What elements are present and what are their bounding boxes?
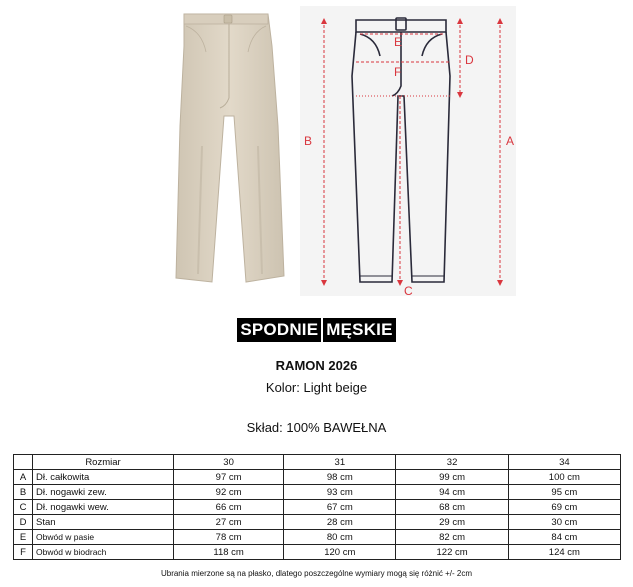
title-word-1: SPODNIE bbox=[237, 318, 321, 342]
row-value: 122 cm bbox=[396, 545, 508, 560]
row-value: 27 cm bbox=[174, 515, 284, 530]
row-value: 100 cm bbox=[508, 470, 620, 485]
row-value: 92 cm bbox=[174, 485, 284, 500]
table-row bbox=[14, 545, 621, 560]
header-size: 31 bbox=[284, 455, 396, 470]
composition-line: Skład: 100% BAWEŁNA bbox=[246, 420, 387, 435]
row-value: 95 cm bbox=[508, 485, 620, 500]
header-size-label: Rozmiar bbox=[33, 455, 174, 470]
row-letter: C bbox=[14, 500, 33, 515]
row-name: Stan bbox=[33, 515, 174, 530]
row-value: 97 cm bbox=[174, 470, 284, 485]
label-A: A bbox=[506, 134, 515, 148]
row-letter: F bbox=[14, 545, 33, 560]
table-row bbox=[14, 500, 621, 515]
row-value: 69 cm bbox=[508, 500, 620, 515]
table-row bbox=[14, 530, 621, 545]
header-size: 34 bbox=[508, 455, 620, 470]
row-letter: E bbox=[14, 530, 33, 545]
header-blank bbox=[14, 455, 33, 470]
label-C: C bbox=[404, 284, 413, 296]
row-name: Obwód w biodrach bbox=[33, 545, 174, 560]
row-value: 67 cm bbox=[284, 500, 396, 515]
table-row bbox=[14, 515, 621, 530]
page-title bbox=[0, 318, 633, 342]
row-value: 98 cm bbox=[284, 470, 396, 485]
row-name: Dł. nogawki zew. bbox=[33, 485, 174, 500]
measurement-footnote: Ubrania mierzone są na płasko, dlatego poszczególne wymiary mogą się różnić +/- 2cm bbox=[160, 569, 473, 578]
trousers-image bbox=[162, 6, 296, 296]
row-value: 66 cm bbox=[174, 500, 284, 515]
label-B: B bbox=[304, 134, 313, 148]
measure-letters bbox=[304, 35, 514, 296]
row-value: 80 cm bbox=[284, 530, 396, 545]
row-value: 84 cm bbox=[508, 530, 620, 545]
row-name: Dł. nogawki wew. bbox=[33, 500, 174, 515]
row-name: Dł. całkowita bbox=[33, 470, 174, 485]
row-name: Obwód w pasie bbox=[33, 530, 174, 545]
label-D: D bbox=[465, 53, 474, 67]
row-value: 124 cm bbox=[508, 545, 620, 560]
row-value: 118 cm bbox=[174, 545, 284, 560]
row-value: 99 cm bbox=[396, 470, 508, 485]
trousers-outline bbox=[352, 18, 450, 282]
title-word-2: MĘSKIE bbox=[323, 318, 395, 342]
model-name: RAMON 2026 bbox=[275, 358, 358, 373]
row-value: 28 cm bbox=[284, 515, 396, 530]
row-letter: B bbox=[14, 485, 33, 500]
size-table bbox=[13, 454, 621, 560]
row-value: 29 cm bbox=[396, 515, 508, 530]
product-photo bbox=[162, 6, 296, 296]
row-value: 94 cm bbox=[396, 485, 508, 500]
table-row bbox=[14, 485, 621, 500]
row-letter: A bbox=[14, 470, 33, 485]
row-value: 93 cm bbox=[284, 485, 396, 500]
row-value: 68 cm bbox=[396, 500, 508, 515]
row-letter: D bbox=[14, 515, 33, 530]
label-F: F bbox=[394, 65, 402, 79]
row-value: 82 cm bbox=[396, 530, 508, 545]
label-E: E bbox=[394, 35, 403, 49]
table-row bbox=[14, 470, 621, 485]
row-value: 30 cm bbox=[508, 515, 620, 530]
color-line: Kolor: Light beige bbox=[265, 380, 368, 395]
measurement-diagram bbox=[300, 6, 516, 296]
measure-arrows bbox=[321, 18, 503, 286]
row-value: 120 cm bbox=[284, 545, 396, 560]
measurement-svg bbox=[300, 6, 516, 296]
header-size: 32 bbox=[396, 455, 508, 470]
table-header-row bbox=[14, 455, 621, 470]
header-size: 30 bbox=[174, 455, 284, 470]
row-value: 78 cm bbox=[174, 530, 284, 545]
